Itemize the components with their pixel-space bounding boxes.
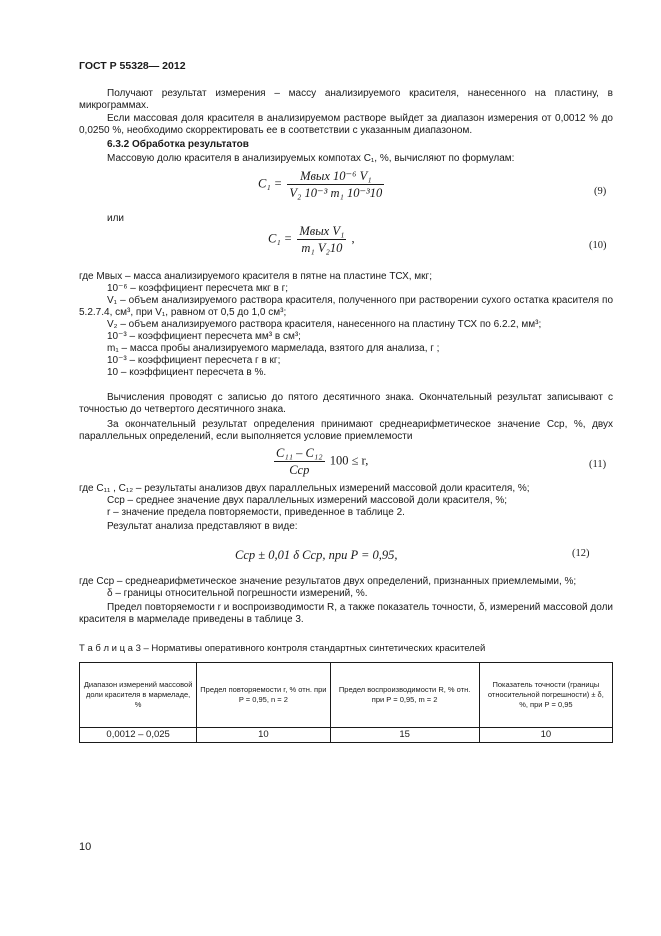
table-cell: 15 xyxy=(330,728,479,743)
formula-10-tail: , xyxy=(351,231,355,246)
page-number: 10 xyxy=(79,841,92,853)
definition-line: δ – границы относительной погрешности измерений, %. xyxy=(107,588,368,599)
table-header-cell: Диапазон измерений массовой доли красителя в мармеладе, % xyxy=(80,663,197,728)
formula-9 xyxy=(258,169,386,200)
paragraph-1: Получают результат измерения – массу анализируемого красителя, нанесенного на пластину, в микрограммах. xyxy=(79,88,613,111)
definition-line: V₂ – объем анализируемого раствора красителя, нанесенного на пластину ТСХ по 6.2.2, мм³; xyxy=(107,319,542,330)
or-word: или xyxy=(107,213,125,224)
formula-11-number: (11) xyxy=(589,459,607,470)
formula-10-numerator: Mвых V₁ xyxy=(299,224,345,238)
formula-10-number: (10) xyxy=(589,240,607,251)
table-cell: 0,0012 – 0,025 xyxy=(80,728,197,743)
definition-line: r – значение предела повторяемости, приведенное в таблице 2. xyxy=(107,507,405,518)
definition-line: где Cср – среднеарифметическое значение результатов двух определений, признанных приемлемыми, %; xyxy=(79,576,577,587)
formula-12-number: (12) xyxy=(572,548,590,559)
formula-11-tail: 100 ≤ r, xyxy=(329,453,369,468)
definitions-2 xyxy=(79,483,613,519)
formula-9-lhs: C₁ = xyxy=(258,176,283,191)
paragraph-7: Предел повторяемости r и воспроизводимости R, а также показатель точности, δ, измерений массовой доли красителя в мармеладе приведены в таблице 3. xyxy=(79,602,613,625)
paragraph-4: Вычисления проводят с записью до пятого десятичного знака. Окончательный результат записывают с точностью до четвертого десятичного знака. xyxy=(79,392,613,415)
paragraph-2: Если массовая доля красителя в анализируемом растворе выйдет за диапазон измерения от 0,0012 % до 0,0250 %, необходимо скорректировать ее в соответствии с указанным диапазоном. xyxy=(79,113,613,136)
document-header: ГОСТ Р 55328— 2012 xyxy=(79,60,186,72)
table-caption: Т а б л и ц а 3 – Нормативы оперативного контроля стандартных синтетических красителей xyxy=(79,643,486,654)
section-title: Обработка результатов xyxy=(132,139,249,150)
formula-10-lhs: C₁ = xyxy=(268,231,293,246)
definition-line: 10⁻³ – коэффициент пересчета г в кг; xyxy=(107,355,281,366)
table-header-row xyxy=(80,663,613,728)
formula-10-fraction xyxy=(297,224,346,255)
definition-line: V₁ – объем анализируемого раствора красителя, полученного при растворении сухого остатка красителя по 5.2.7.4, см³, при V₁, равном от 0,5 до 1,0 см³; xyxy=(79,295,613,318)
formula-11-fraction xyxy=(274,446,325,477)
table-cell: 10 xyxy=(479,728,612,743)
paragraph-6: Результат анализа представляют в виде: xyxy=(107,521,298,532)
formula-9-denominator: V₂ 10⁻³ m₁ 10⁻³10 xyxy=(289,186,383,200)
paragraph-3: Массовую долю красителя в анализируемых компотах C₁, %, вычисляют по формулам: xyxy=(107,153,515,164)
definition-line: 10 – коэффициент пересчета в %. xyxy=(107,367,267,378)
formula-12: Cср ± 0,01 δ Cср, при P = 0,95, xyxy=(235,548,398,562)
paragraph-5: За окончательный результат определения принимают среднеарифметическое значение Cср, %, двух параллельных определений, если выполняется условие приемлемости xyxy=(79,419,613,442)
definition-line: где Mвых – масса анализируемого красителя в пятне на пластине ТСХ, мкг; xyxy=(79,271,432,282)
definitions-3 xyxy=(79,576,613,600)
table-cell: 10 xyxy=(197,728,330,743)
formula-9-numerator: Mвых 10⁻⁶ V₁ xyxy=(287,169,384,185)
definition-line: Cср – среднее значение двух параллельных измерений массовой доли красителя, %; xyxy=(107,495,508,506)
formula-9-number: (9) xyxy=(594,186,607,197)
formula-10 xyxy=(268,224,355,255)
section-heading xyxy=(107,139,249,151)
table-3 xyxy=(79,662,613,743)
formula-11-numerator: C₁₁ – C₁₂ xyxy=(276,446,323,460)
table-header-cell: Показатель точности (границы относительной погрешности) ± δ, %, при P = 0,95 xyxy=(479,663,612,728)
table-row xyxy=(80,728,613,743)
table-header-cell: Предел повторяемости r, % отн. при P = 0,95, n = 2 xyxy=(197,663,330,728)
definition-line: 10⁻³ – коэффициент пересчета мм³ в см³; xyxy=(107,331,301,342)
section-number: 6.3.2 xyxy=(107,139,130,150)
definition-line: m₁ – масса пробы анализируемого мармелада, взятого для анализа, г ; xyxy=(107,343,440,354)
table-header-cell: Предел воспроизводимости R, % отн. при P = 0,95, m = 2 xyxy=(330,663,479,728)
definition-line: где C₁₁ , C₁₂ – результаты анализов двух параллельных измерений массовой доли красителя, %; xyxy=(79,483,530,494)
formula-11 xyxy=(272,446,368,477)
formula-10-denominator: m₁ V₂10 xyxy=(301,241,343,255)
formula-9-fraction xyxy=(287,169,384,200)
definitions-1 xyxy=(79,271,613,379)
formula-11-denominator: Cср xyxy=(289,463,310,477)
definition-line: 10⁻⁶ – коэффициент пересчета мкг в г; xyxy=(107,283,289,294)
